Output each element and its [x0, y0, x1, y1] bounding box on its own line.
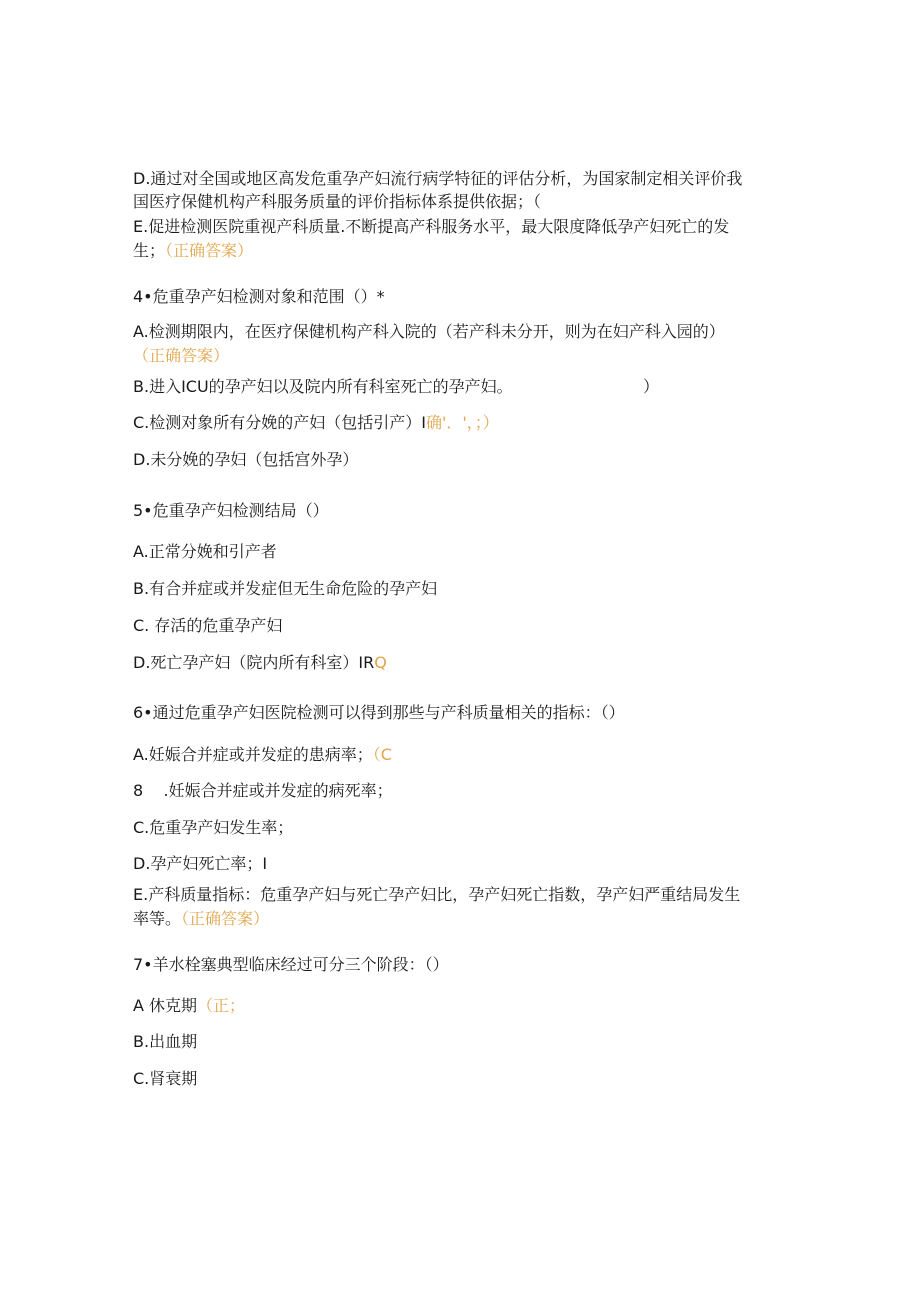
q7-title-text: 7•羊水栓塞典型临床经过可分三个阶段：（）: [133, 955, 449, 974]
q5-option-a-text: A.正常分娩和引产者: [133, 542, 277, 561]
q7-option-b-text: B.出血期: [133, 1032, 198, 1051]
q4-option-a-text: A.检测期限内，在医疗保健机构产科入院的（若产科未分开，则为在妇产科入园的）: [133, 322, 725, 341]
correct-answer-mark: （正；: [197, 996, 246, 1015]
q6-option-e-text2: 率等。: [133, 909, 182, 928]
correct-answer-mark: （正确答案）: [165, 241, 254, 260]
q4-option-d-text: D.未分娩的孕妇（包括宫外孕）: [133, 450, 359, 469]
q4-option-b-text: B.进入ICU的孕产妇以及院内所有科室死亡的孕产妇。: [133, 377, 513, 396]
q5-option-b: [133, 578, 437, 600]
q5-option-d: [133, 652, 387, 674]
q7-option-c: [133, 1068, 197, 1090]
q7-option-a: [133, 995, 245, 1017]
q4-option-c: [133, 412, 499, 434]
q3-option-e-line2: [133, 240, 253, 262]
q4-option-d: [133, 449, 358, 471]
q6-option-b: [133, 780, 393, 802]
q6-option-c-text: C.危重孕产妇发生率；: [133, 818, 294, 837]
correct-answer-mark: Q: [374, 653, 387, 672]
q6-option-d-text: D.孕产妇死亡率；I: [133, 854, 268, 873]
q6-title-text: 6•通过危重孕产妇医院检测可以得到那些与产科质量相关的指标：（）: [133, 703, 625, 722]
q4-title-text: 4•危重孕产妇检测对象和范围（）*: [133, 287, 385, 306]
q7-option-c-text: C.肾衰期: [133, 1069, 198, 1088]
q5-option-a: [133, 541, 277, 563]
q3-option-e-text1: E.促进检测医院重视产科质量.不断提高产科服务水平，最大限度降低孕产妇死亡的发: [133, 217, 730, 236]
q5-option-c: [133, 615, 282, 637]
q4-option-a-line2: [133, 345, 229, 367]
correct-answer-mark: （正确答案）: [133, 346, 230, 365]
q5-option-d-text: D.死亡孕产妇（院内所有科室）IR: [133, 653, 375, 672]
correct-answer-mark: （正确答案）: [181, 909, 270, 928]
q6-option-a-text: A.妊娠合并症或并发症的患病率；: [133, 745, 373, 764]
q6-option-e-line2: [133, 908, 269, 930]
q6-option-e-text1: E.产科质量指标：危重孕产妇与死亡孕产妇比，孕产妇死亡指数，孕产妇严重结局发生: [133, 885, 741, 904]
q4-option-b: [133, 376, 660, 398]
q5-option-b-text: B.有合并症或并发症但无生命危险的孕产妇: [133, 579, 438, 598]
q4-option-b-tail: ）: [643, 377, 660, 396]
q6-option-a: [133, 744, 392, 766]
q3-option-e-text2: 生；: [133, 241, 166, 260]
q3-option-d-text2: 国医疗保健机构产科服务质量的评价指标体系提供依据；（: [133, 192, 542, 211]
q5-title: [133, 500, 329, 522]
q7-option-b: [133, 1031, 197, 1053]
q6-title: [133, 702, 625, 724]
q3-option-e-line1: [133, 216, 729, 238]
q5-title-text: 5•危重孕产妇检测结局（）: [133, 501, 329, 520]
correct-answer-mark: 确'．'，；）: [425, 413, 499, 432]
q4-option-c-text: C.检测对象所有分娩的产妇（包括引产）I: [133, 413, 426, 432]
q4-option-a-line1: [133, 321, 725, 343]
q3-option-d-line1: [133, 168, 742, 190]
q6-option-d: [133, 853, 267, 875]
q7-title: [133, 954, 449, 976]
correct-answer-mark: （C: [372, 745, 392, 764]
q6-option-b-text: 8 .妊娠合并症或并发症的病死率；: [133, 781, 393, 800]
q6-option-e-line1: [133, 884, 740, 906]
q3-option-d-line2: [133, 191, 541, 213]
q4-title: [133, 286, 385, 308]
q6-option-c: [133, 817, 293, 839]
q7-option-a-text: A 休克期: [133, 996, 198, 1015]
q3-option-d-text1: D.通过对全国或地区高发危重孕产妇流行病学特征的评估分析，为国家制定相关评价我: [133, 169, 743, 188]
q5-option-c-text: C. 存活的危重孕产妇: [133, 616, 283, 635]
